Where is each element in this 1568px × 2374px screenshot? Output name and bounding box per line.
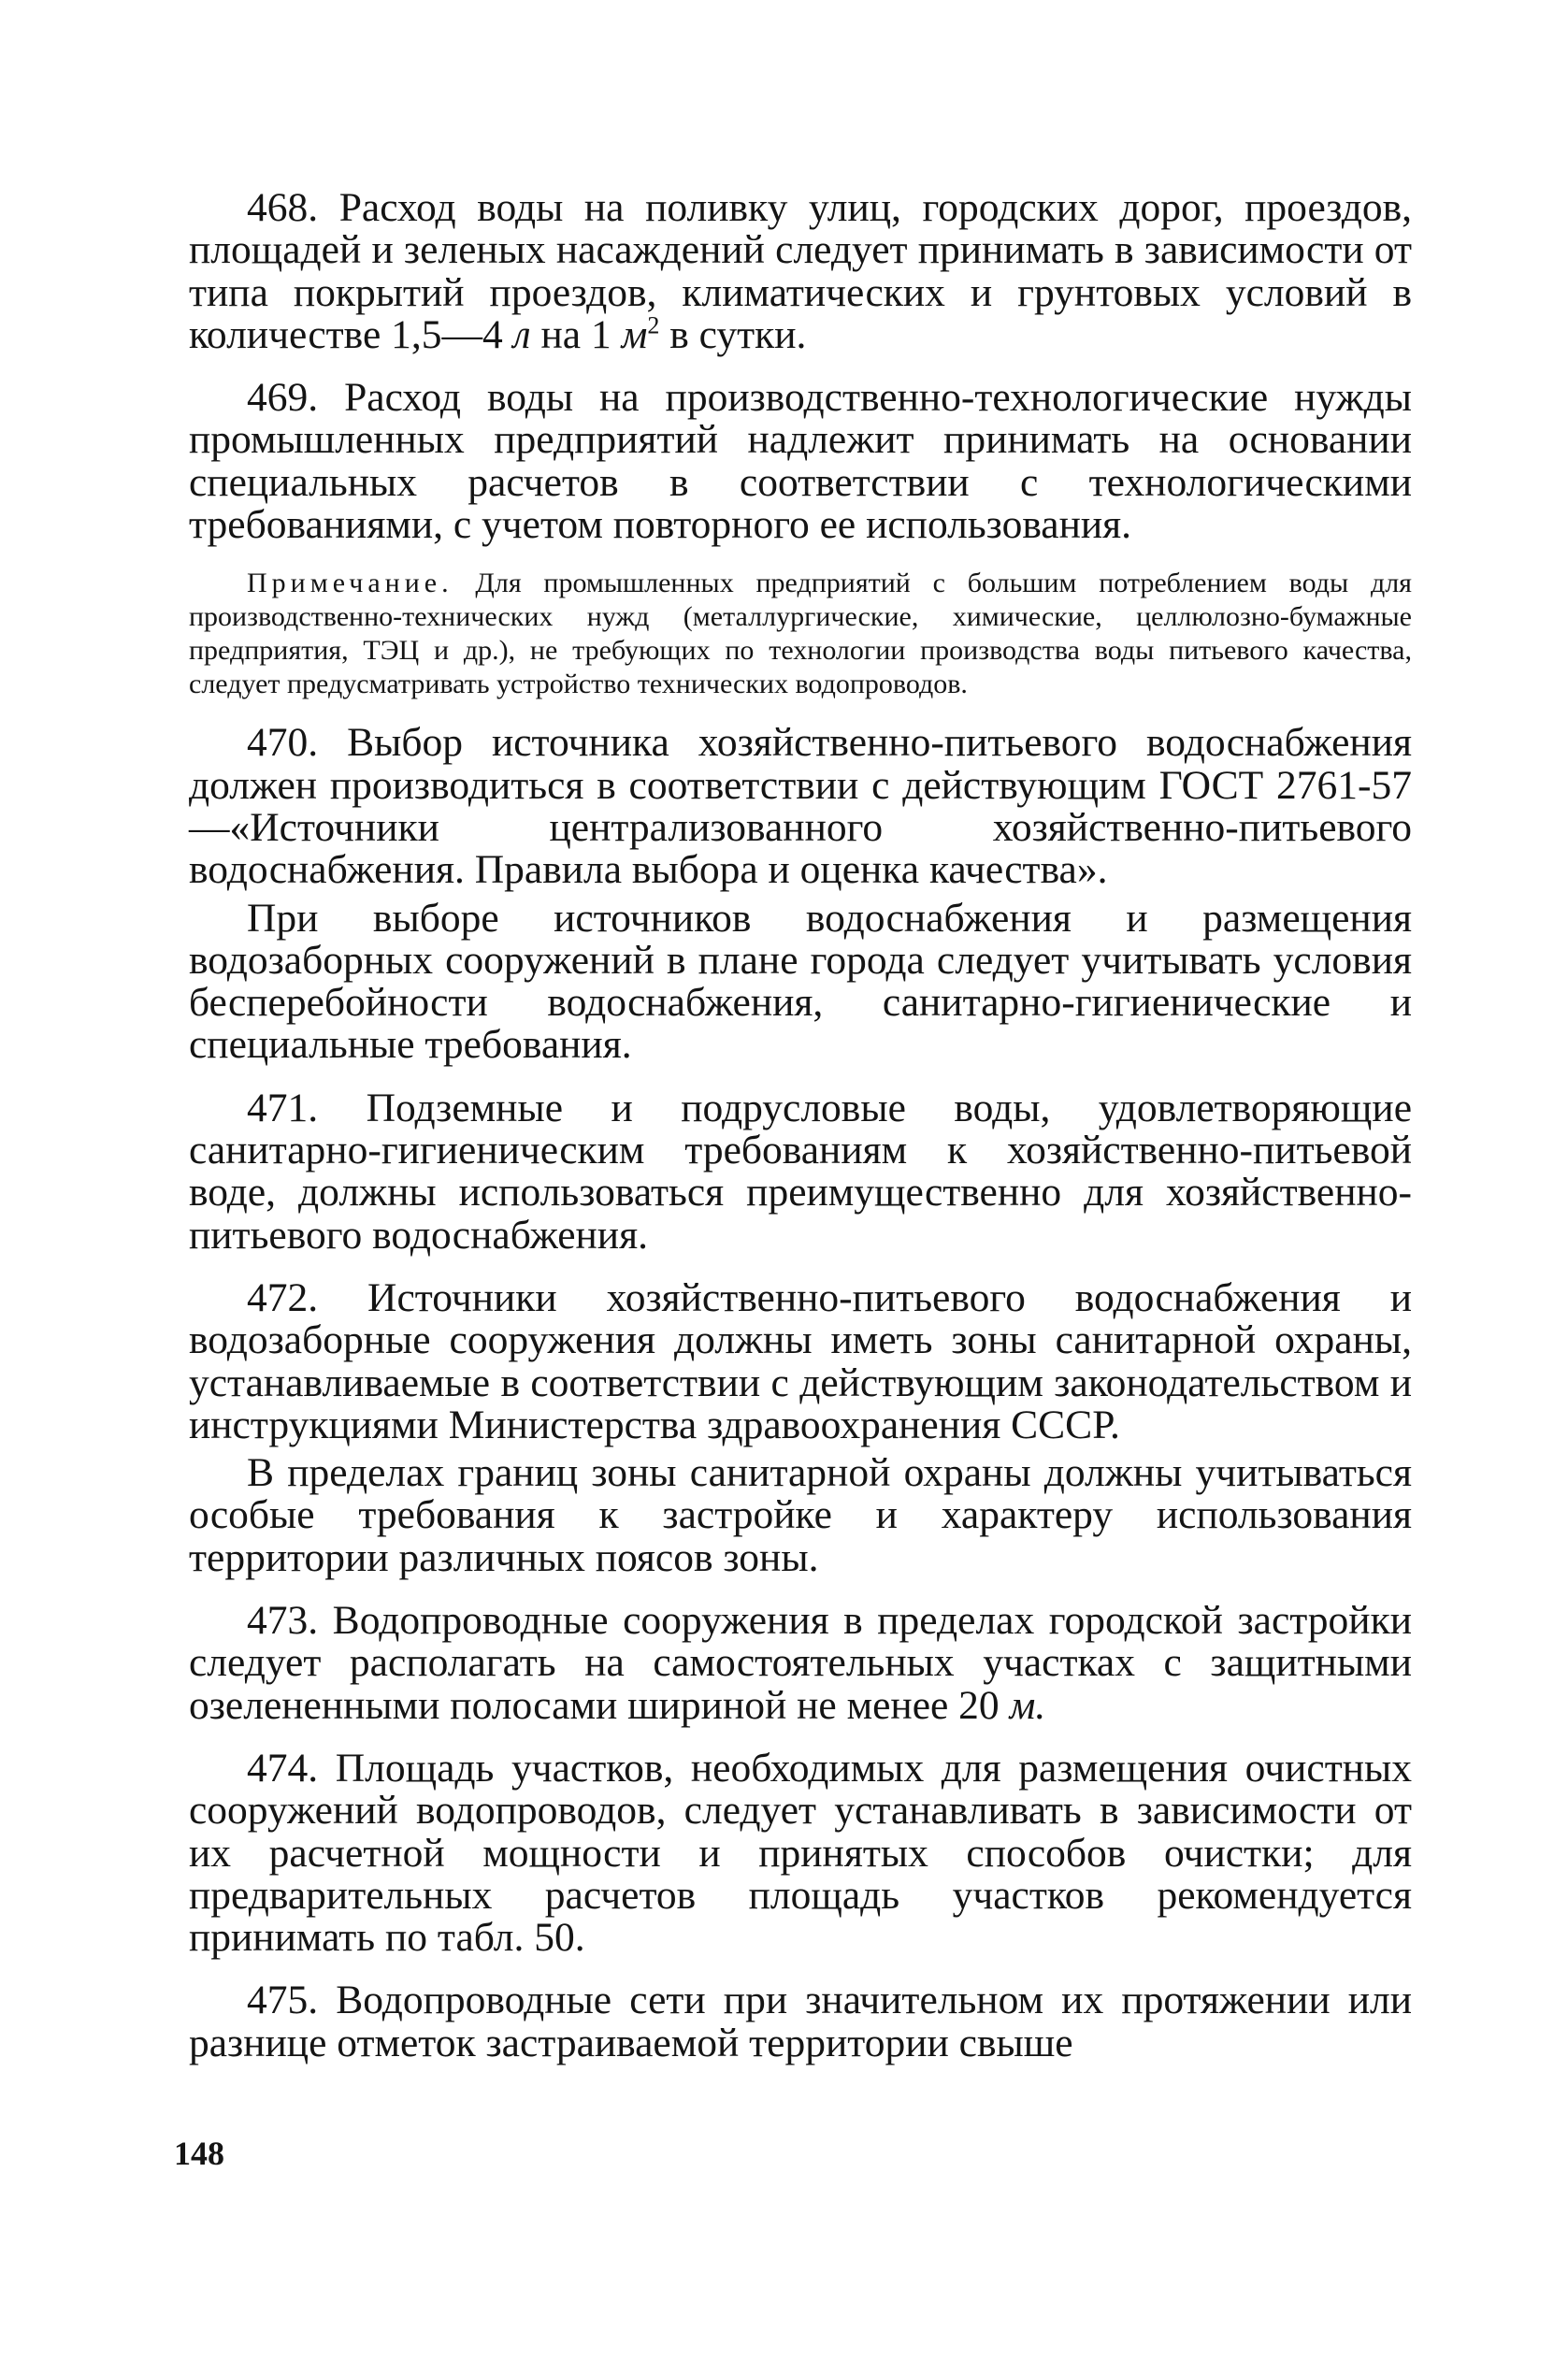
paragraph-470: 470. Выбор источника хозяйственно-питьевого водоснабжения должен производиться в соответствии с действующим ГОСТ 2761-57—«Источники централизованного хозяйственно-питьевого водоснабжения. Правила выбора и оценка качества». bbox=[189, 720, 1412, 893]
note bbox=[189, 567, 1412, 701]
paragraph-471: 471. Подземные и подрусловые воды, удовлетворяющие санитарно-гигиеническим требованиям к хозяйственно-питьевой воде, должны использоваться преимущественно для хозяйственно-питьевого водоснабжения. bbox=[189, 1085, 1412, 1258]
note-text: Для промышленных предприятий с большим потреблением воды для производственно-технических нужд (металлургические, химические, целлюлозно-бумажные предприятия, ТЭЦ и др.), не требующих по технологии производства воды питьевого качества, следует предусматривать устройство технических водопроводов. bbox=[189, 568, 1412, 700]
page-body bbox=[189, 187, 1412, 2065]
paragraph-473-text: 473. Водопроводные сооружения в пределах городской застройки следует располагать на самостоятельных участках с защитными озелененными полосами шириной не менее 20 bbox=[189, 1598, 1412, 1728]
unit-liter: л bbox=[512, 311, 531, 357]
page-number: 148 bbox=[174, 2135, 224, 2172]
unit-meter: м. bbox=[1009, 1682, 1046, 1728]
paragraph-468-mid: на 1 bbox=[530, 311, 622, 357]
paragraph-468-text: 468. Расход воды на поливку улиц, городских дорог, проездов, площадей и зеленых насаждений следует принимать в зависимости от типа покрытий проездов, климатических и грунтовых условий в количестве 1,5—4 bbox=[189, 185, 1412, 357]
paragraph-472: 472. Источники хозяйственно-питьевого водоснабжения и водозаборные сооружения должны иметь зоны санитарной охраны, устанавливаемые в соответствии с действующим законодательством и инструкциями Министерства здравоохранения СССР. bbox=[189, 1274, 1412, 1447]
paragraph-475: 475. Водопроводные сети при значительном их протяжении или разнице отметок застраиваемой территории свыше bbox=[189, 1978, 1412, 2065]
paragraph-469: 469. Расход воды на производственно-технологические нужды промышленных предприятий надлежит принимать на основании специальных расчетов в соответствии с технологическими требованиями, с учетом повторного ее использования. bbox=[189, 375, 1412, 548]
paragraph-472-continued: В пределах границ зоны санитарной охраны должны учитываться особые требования к застройке и характеру использования территории различных поясов зоны. bbox=[189, 1450, 1412, 1580]
paragraph-470-continued: При выборе источников водоснабжения и размещения водозаборных сооружений в плане города следует учитывать условия бесперебойности водоснабжения, санитарно-гигиенические и специальные требования. bbox=[189, 895, 1412, 1068]
unit-square-meter: м bbox=[621, 311, 648, 357]
paragraph-474: 474. Площадь участков, необходимых для размещения очистных сооружений водопроводов, следует устанавливать в зависимости от их расчетной мощности и принятых способов очистки; для предварительных расчетов площадь участков рекомендуется принимать по табл. 50. bbox=[189, 1745, 1412, 1961]
note-label: Примечание. bbox=[247, 568, 453, 599]
paragraph-468 bbox=[189, 187, 1412, 356]
paragraph-468-end: в сутки. bbox=[659, 311, 807, 357]
unit-superscript: 2 bbox=[647, 311, 660, 339]
paragraph-473 bbox=[189, 1600, 1412, 1727]
